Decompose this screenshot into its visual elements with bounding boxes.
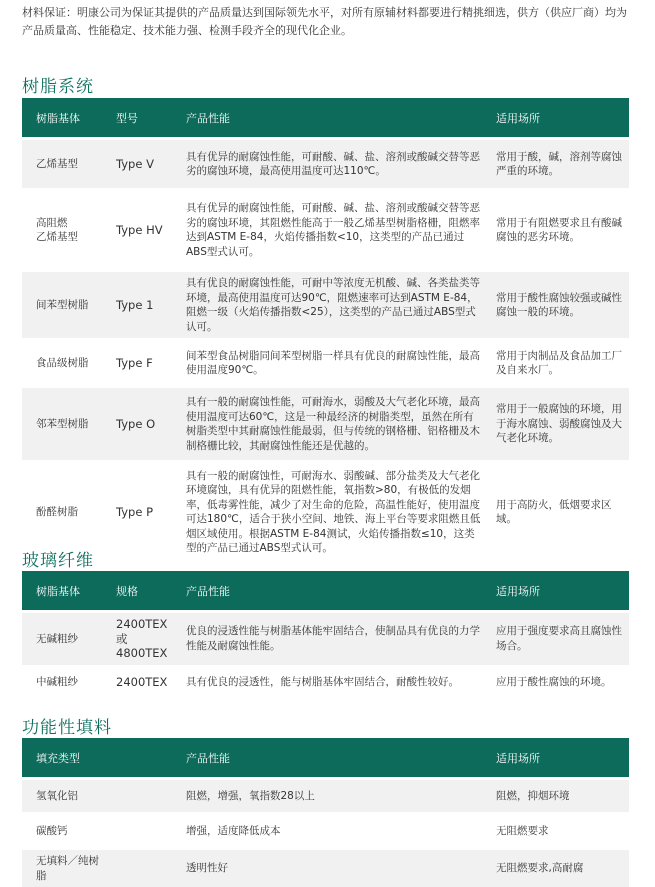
cell-performance: 透明性好 [180,847,490,887]
cell-performance: 阻燃，增强，氧指数28以上 [180,777,490,812]
glass-table-header [22,571,629,610]
header-performance: 产品性能 [180,98,490,137]
cell-usage: 用于高防火，低烟要求区域。 [490,460,629,561]
cell-model: 2400TEX 或4800TEX [110,610,180,665]
cell-performance: 间苯型食品树脂同间苯型树脂一样具有优良的耐腐蚀性能，最高使用温度90℃。 [180,338,490,385]
cell-performance: 具有优异的耐腐蚀性能，可耐酸、碱、盐、溶剂或酸碱交替等恶劣的腐蚀环境，最高使用温度可达110℃。 [180,137,490,188]
section-title-glass: 玻璃纤维 [22,551,94,571]
cell-usage: 无阻燃要求 [490,812,629,847]
cell-usage: 阻燃，抑烟环境 [490,777,629,812]
cell-performance: 具有优良的浸透性，能与树脂基体牢固结合，耐酸性较好。 [180,665,490,698]
header-model: 型号 [110,98,180,137]
header-base: 树脂基体 [22,98,110,137]
cell-base: 无填料／纯树脂 [22,847,110,887]
cell-usage: 常用于肉制品及食品加工厂及自来水厂。 [490,338,629,385]
table-row [22,460,629,561]
cell-base: 高阻燃 乙烯基型 [22,188,110,269]
cell-base: 氢氧化铝 [22,777,110,812]
header-performance: 产品性能 [180,571,490,610]
table-row [22,665,629,698]
section-title-resin: 树脂系统 [22,77,94,97]
glass-table [22,571,629,698]
cell-usage: 常用于有阻燃要求且有酸碱腐蚀的恶劣环境。 [490,188,629,269]
cell-base: 食品级树脂 [22,338,110,385]
cell-usage: 常用于酸性腐蚀较强或碱性腐蚀一般的环境。 [490,269,629,338]
cell-performance: 具有一般的耐腐蚀性，可耐海水、弱酸碱、部分盐类及大气老化环境腐蚀，具有优异的阻燃性能，氧指数>80，有极低的发烟率，低毒雾性能，减少了对生命的危险，高温性能好，使用温度可达180℃，适合于狭小空间、地铁、海上平台等要求阻燃且低烟区域使用。根据ASTM E-84测试，火焰传播指数≤10，这类型的产品已通过ABS型式认可。 [180,460,490,561]
cell-model: Type 1 [110,269,180,338]
cell-model: Type P [110,460,180,561]
table-row [22,137,629,188]
table-row [22,610,629,665]
table-row [22,777,629,812]
table-row [22,385,629,460]
header-performance: 产品性能 [180,738,490,777]
cell-usage: 无阻燃要求,高耐腐 [490,847,629,887]
header-fill-type: 填充类型 [22,738,110,777]
cell-base: 无碱粗纱 [22,610,110,665]
cell-model: Type O [110,385,180,460]
table-row [22,338,629,385]
cell-usage: 应用于强度要求高且腐蚀性场合。 [490,610,629,665]
cell-usage: 常用于酸，碱，溶剂等腐蚀严重的环境。 [490,137,629,188]
intro-paragraph: 材料保证：明康公司为保证其提供的产品质量达到国际领先水平，对所有原辅材料都要进行精挑细选，供方（供应厂商）均为产品质量高、性能稳定、技术能力强、检测手段齐全的现代化企业。 [22,6,627,37]
cell-model: Type F [110,338,180,385]
cell-model [110,847,180,887]
cell-model: 2400TEX [110,665,180,698]
cell-usage: 常用于一般腐蚀的环境，用于海水腐蚀、弱酸腐蚀及大气老化环境。 [490,385,629,460]
filler-table [22,738,629,887]
filler-table-header [22,738,629,777]
cell-model: Type HV [110,188,180,269]
table-row [22,188,629,269]
resin-table [22,98,629,561]
resin-table-header [22,98,629,137]
header-usage: 适用场所 [490,738,629,777]
header-usage: 适用场所 [490,98,629,137]
cell-model: Type V [110,137,180,188]
cell-performance: 增强，适度降低成本 [180,812,490,847]
header-base: 树脂基体 [22,571,110,610]
cell-base: 邻苯型树脂 [22,385,110,460]
cell-performance: 具有优良的耐腐蚀性能，可耐中等浓度无机酸、碱、各类盐类等环境，最高使用温度可达90℃，阻燃速率可达到ASTM E-84，阻燃一级（火焰传播指数<25），这类型的产品已通过ABS型式认可。 [180,269,490,338]
cell-performance: 优良的浸透性能与树脂基体能牢固结合，使制品具有优良的力学性能及耐腐蚀性能。 [180,610,490,665]
section-title-filler: 功能性填料 [22,718,112,738]
cell-usage: 应用于酸性腐蚀的环境。 [490,665,629,698]
cell-base: 酚醛树脂 [22,460,110,561]
header-usage: 适用场所 [490,571,629,610]
cell-performance: 具有优异的耐腐蚀性能，可耐酸、碱、盐、溶剂或酸碱交替等恶劣的腐蚀环境，其阻燃性能高于一般乙烯基型树脂格栅，阻燃率达到ASTM E-84，火焰传播指数<10，这类型的产品已通过ABS型式认可。 [180,188,490,269]
cell-performance: 具有一般的耐腐蚀性能，可耐海水，弱酸及大气老化环境，最高使用温度可达60℃，这是一种最经济的树脂类型，虽然在所有树脂类型中其耐腐蚀性能最弱，但与传统的钢格栅、铝格栅及木制格栅比较，其耐腐蚀性能还是优越的。 [180,385,490,460]
cell-model [110,812,180,847]
cell-base: 乙烯基型 [22,137,110,188]
table-row [22,812,629,847]
header-empty [110,738,180,777]
cell-base: 间苯型树脂 [22,269,110,338]
table-row [22,269,629,338]
header-spec: 规格 [110,571,180,610]
cell-base: 碳酸钙 [22,812,110,847]
table-row [22,847,629,887]
cell-base: 中碱粗纱 [22,665,110,698]
cell-model [110,777,180,812]
